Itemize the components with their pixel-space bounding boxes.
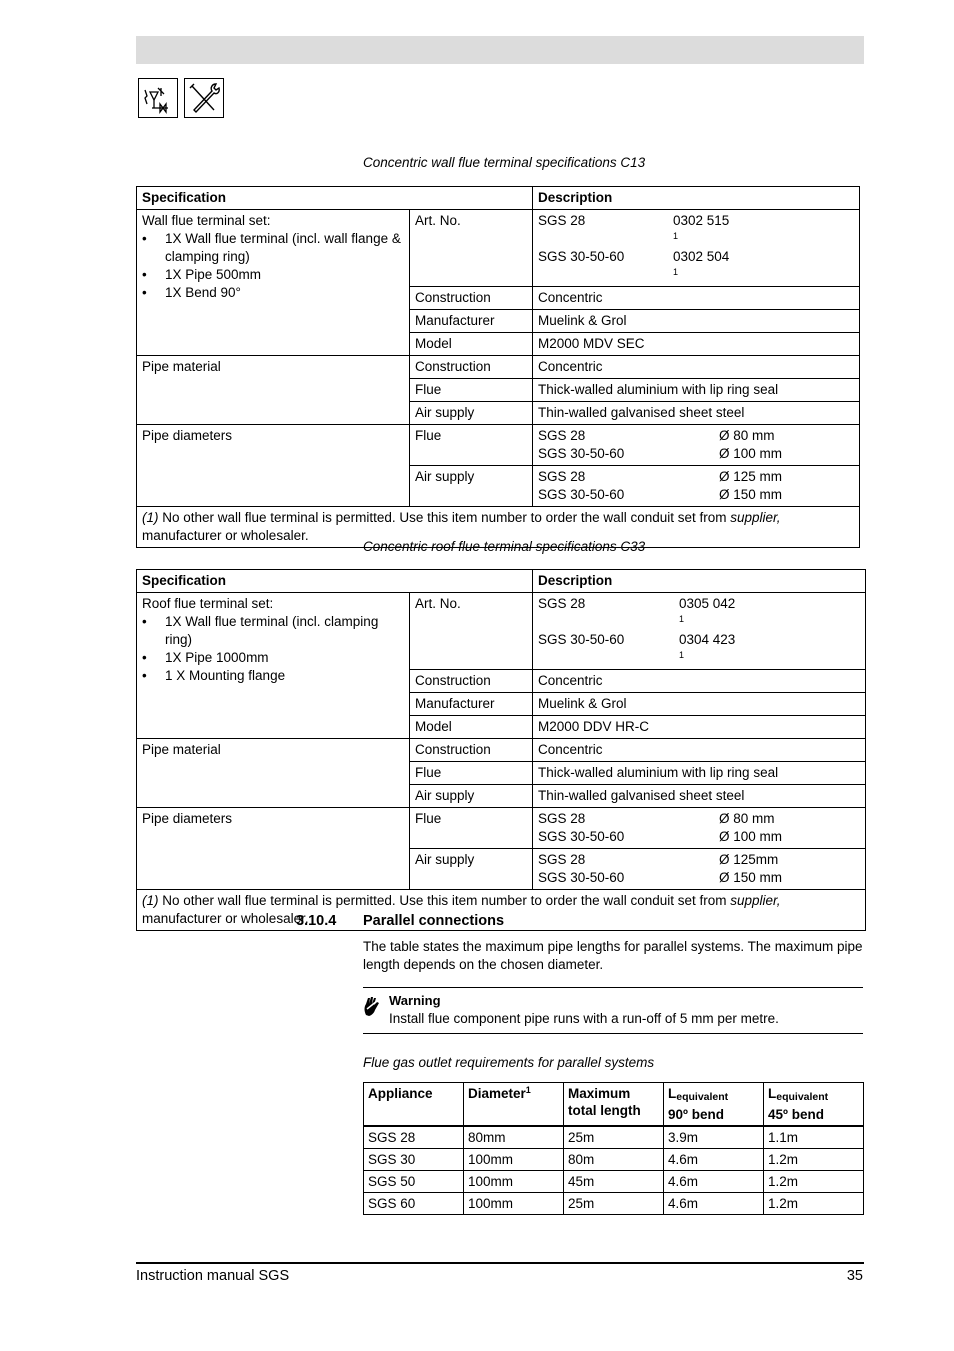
footnote-marker: (1) <box>142 893 159 908</box>
table2-artno-label: Art. No. <box>410 593 533 670</box>
footnote-text: No other wall flue terminal is permitted. Use this item number to order the wall conduit set from <box>158 893 731 908</box>
list-item: • 1X Wall flue terminal (incl. clamping ring) <box>142 613 404 649</box>
table1-pd-air-label: Air supply <box>410 466 533 507</box>
art-number-value: 0305 042 <box>679 596 736 611</box>
art-model: SGS 28 <box>538 596 586 611</box>
table2-caption: Concentric roof flue terminal specifications C33 <box>363 539 646 554</box>
warning-hand-icon <box>363 995 381 1020</box>
header-sub: equivalent <box>676 1091 729 1103</box>
list-item: • 1X Pipe 1000mm <box>142 649 404 667</box>
page-number: 35 <box>846 1268 863 1284</box>
table1-pm-flue-label: Flue <box>410 379 533 402</box>
table-row <box>364 1193 864 1215</box>
diameter: Ø 125 mm <box>719 469 783 484</box>
cell-diameter: 100mm <box>464 1149 564 1171</box>
table-row <box>364 1149 864 1171</box>
diameter: Ø 125mm <box>719 852 779 867</box>
table1-pd-flue-values <box>533 425 860 466</box>
table2-pd-air-values <box>533 849 866 890</box>
table2-pm-construction-label: Construction <box>410 739 533 762</box>
table1-construction-label: Construction <box>410 287 533 310</box>
table1-set-cell <box>137 210 410 356</box>
cell-max-length: 25m <box>564 1126 664 1149</box>
cell-diameter: 100mm <box>464 1171 564 1193</box>
footnote-end: manufacturer or wholesaler. <box>142 911 309 926</box>
model: SGS 28 <box>538 811 586 826</box>
art-model: SGS 30-50-60 <box>538 249 625 264</box>
header-l-equivalent-90 <box>664 1083 764 1127</box>
table2-header-desc: Description <box>533 570 866 593</box>
cell-l90: 4.6m <box>664 1193 764 1215</box>
table1-pipe-material: Pipe material <box>137 356 410 425</box>
cell-l90: 4.6m <box>664 1149 764 1171</box>
footer-manual-title: Instruction manual SGS <box>136 1268 290 1284</box>
cell-appliance: SGS 60 <box>364 1193 464 1215</box>
tools-icon <box>184 78 224 118</box>
cell-l45: 1.2m <box>764 1149 864 1171</box>
table-row <box>364 1126 864 1149</box>
footnote-ref: 1 <box>679 650 685 660</box>
art-number-value: 0302 515 <box>673 213 730 228</box>
model: SGS 30-50-60 <box>538 870 625 885</box>
table2-set-list <box>142 613 404 685</box>
section-number: 3.10.4 <box>296 913 337 929</box>
table1-manufacturer-value: Muelink & Grol <box>533 310 860 333</box>
wall-flue-spec-table <box>136 186 860 548</box>
list-item: • 1X Wall flue terminal (incl. wall flange & clamping ring) <box>142 230 404 266</box>
art-number <box>679 595 860 631</box>
footer-divider <box>136 1262 864 1264</box>
cell-appliance: SGS 28 <box>364 1126 464 1149</box>
art-model: SGS 28 <box>538 213 586 228</box>
footnote-ref: 1 <box>679 614 685 624</box>
table2-pm-flue-value: Thick-walled aluminium with lip ring seal <box>533 762 866 785</box>
cell-diameter: 80mm <box>464 1126 564 1149</box>
footnote-end: manufacturer or wholesaler. <box>142 528 309 543</box>
art-number <box>679 631 860 667</box>
art-number-value: 0304 423 <box>679 632 736 647</box>
diameter: Ø 80 mm <box>719 428 775 443</box>
header-max-length: Maximum total length <box>564 1083 664 1127</box>
table1-pm-construction-value: Concentric <box>533 356 860 379</box>
footnote-text: No other wall flue terminal is permitted. Use this item number to order the wall conduit set from <box>158 510 731 525</box>
warning-title: Warning <box>389 993 441 1008</box>
diameter: Ø 80 mm <box>719 811 775 826</box>
cell-max-length: 25m <box>564 1193 664 1215</box>
footnote-ref: 1 <box>525 1085 531 1095</box>
table2-pm-air-value: Thin-walled galvanised sheet steel <box>533 785 866 808</box>
cell-l45: 1.2m <box>764 1193 864 1215</box>
footnote-italic: supplier, <box>730 510 781 525</box>
list-item: • 1X Bend 90° <box>142 284 404 302</box>
table2-pipe-material: Pipe material <box>137 739 410 808</box>
header-l-equivalent-45 <box>764 1083 864 1127</box>
installer-valve-icon <box>138 78 178 118</box>
table1-model-value: M2000 MDV SEC <box>533 333 860 356</box>
table1-construction-value: Concentric <box>533 287 860 310</box>
table1-set-title: Wall flue terminal set: <box>142 213 271 228</box>
art-number-value: 0302 504 <box>673 249 730 264</box>
diameter: Ø 100 mm <box>719 446 783 461</box>
table2-pd-air-label: Air supply <box>410 849 533 890</box>
table1-model-label: Model <box>410 333 533 356</box>
header-bend: 90º bend <box>668 1107 724 1122</box>
table2-model-value: M2000 DDV HR-C <box>533 716 866 739</box>
section-title: Parallel connections <box>363 913 505 929</box>
footnote-ref: 1 <box>673 267 679 277</box>
table2-pd-flue-values <box>533 808 866 849</box>
table1-pd-flue-label: Flue <box>410 425 533 466</box>
list-item: • 1X Pipe 500mm <box>142 266 404 284</box>
parallel-systems-table <box>363 1082 864 1215</box>
table2-set-cell <box>137 593 410 739</box>
cell-l90: 4.6m <box>664 1171 764 1193</box>
model: SGS 28 <box>538 469 586 484</box>
table2-construction-label: Construction <box>410 670 533 693</box>
header-diameter-text: Diameter <box>468 1086 526 1101</box>
table2-manufacturer-label: Manufacturer <box>410 693 533 716</box>
table1-header-spec: Specification <box>137 187 533 210</box>
table1-pm-air-value: Thin-walled galvanised sheet steel <box>533 402 860 425</box>
section-paragraph: The table states the maximum pipe lengths for parallel systems. The maximum pipe length depends on the chosen diameter. <box>363 939 863 972</box>
cell-diameter: 100mm <box>464 1193 564 1215</box>
table1-set-list <box>142 230 404 302</box>
cell-max-length: 80m <box>564 1149 664 1171</box>
header-appliance: Appliance <box>364 1083 464 1127</box>
footnote-ref: 1 <box>673 231 679 241</box>
art-model: SGS 30-50-60 <box>538 632 625 647</box>
table1-pm-air-label: Air supply <box>410 402 533 425</box>
table1-pd-air-values <box>533 466 860 507</box>
header-l: L <box>668 1086 677 1101</box>
table2-manufacturer-value: Muelink & Grol <box>533 693 866 716</box>
cell-appliance: SGS 50 <box>364 1171 464 1193</box>
table1-caption: Concentric wall flue terminal specifications C13 <box>363 155 646 170</box>
table-row <box>364 1171 864 1193</box>
art-number <box>673 248 854 284</box>
cell-max-length: 45m <box>564 1171 664 1193</box>
model: SGS 30-50-60 <box>538 487 625 502</box>
header-sub: equivalent <box>776 1091 829 1103</box>
cell-l90: 3.9m <box>664 1126 764 1149</box>
table2-pd-flue-label: Flue <box>410 808 533 849</box>
model: SGS 28 <box>538 428 586 443</box>
diameter: Ø 100 mm <box>719 829 783 844</box>
diameter: Ø 150 mm <box>719 870 783 885</box>
table1-pm-construction-label: Construction <box>410 356 533 379</box>
warning-box <box>363 987 863 1034</box>
header-bend: 45º bend <box>768 1107 824 1122</box>
table2-pm-air-label: Air supply <box>410 785 533 808</box>
model: SGS 30-50-60 <box>538 829 625 844</box>
table1-header-desc: Description <box>533 187 860 210</box>
cell-l45: 1.2m <box>764 1171 864 1193</box>
header-icons <box>138 78 224 118</box>
diameter: Ø 150 mm <box>719 487 783 502</box>
roof-flue-spec-table <box>136 569 866 931</box>
art-number <box>673 212 854 248</box>
footnote-italic: supplier, <box>730 893 781 908</box>
cell-appliance: SGS 30 <box>364 1149 464 1171</box>
table2-model-label: Model <box>410 716 533 739</box>
table1-pm-flue-value: Thick-walled aluminium with lip ring seal <box>533 379 860 402</box>
table2-set-title: Roof flue terminal set: <box>142 596 274 611</box>
table1-artno-values <box>533 210 860 287</box>
table1-manufacturer-label: Manufacturer <box>410 310 533 333</box>
table2-pm-construction-value: Concentric <box>533 739 866 762</box>
table2-pm-flue-label: Flue <box>410 762 533 785</box>
cell-l45: 1.1m <box>764 1126 864 1149</box>
table2-construction-value: Concentric <box>533 670 866 693</box>
model: SGS 28 <box>538 852 586 867</box>
table2-header-spec: Specification <box>137 570 533 593</box>
header-bar <box>136 36 864 64</box>
section-heading <box>296 913 504 929</box>
header-diameter <box>464 1083 564 1127</box>
model: SGS 30-50-60 <box>538 446 625 461</box>
table1-pipe-diameters: Pipe diameters <box>137 425 410 507</box>
table2-artno-values <box>533 593 866 670</box>
table1-artno-label: Art. No. <box>410 210 533 287</box>
warning-text: Install flue component pipe runs with a run-off of 5 mm per metre. <box>389 1011 779 1026</box>
list-item: • 1 X Mounting flange <box>142 667 404 685</box>
table2-pipe-diameters: Pipe diameters <box>137 808 410 890</box>
footnote-marker: (1) <box>142 510 159 525</box>
header-l: L <box>768 1086 777 1101</box>
table3-caption: Flue gas outlet requirements for parallel systems <box>363 1055 655 1070</box>
